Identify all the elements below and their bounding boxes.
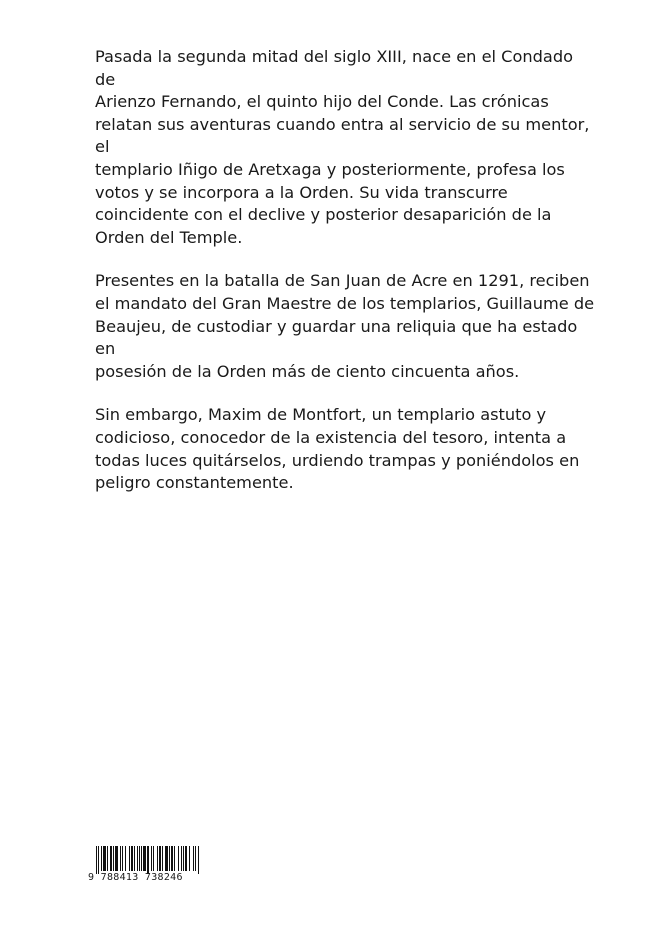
- barcode-bar: [169, 846, 170, 871]
- barcode-bar: [125, 846, 126, 871]
- barcode-bar: [171, 846, 173, 871]
- barcode-bar: [143, 846, 146, 871]
- barcode-bar: [174, 846, 175, 871]
- barcode-bar: [165, 846, 168, 871]
- barcode-bar: [193, 846, 194, 871]
- barcode-bar: [107, 846, 108, 871]
- barcode-bar: [113, 846, 114, 871]
- barcode-bar: [147, 846, 149, 874]
- barcode-bar: [129, 846, 130, 871]
- barcode-bar: [137, 846, 138, 871]
- barcode-bar: [157, 846, 158, 871]
- barcode-bar: [101, 846, 102, 871]
- blurb-paragraph-2: Presentes en la batalla de San Juan de Acre en 1291, reciben el mandato del Gran Maestre de los templarios, Guillaume de Beaujeu, de custodiar y guardar una reliquia que ha estado en posesión de la Orden más de ciento cincuenta años.: [95, 271, 595, 381]
- barcode-bar: [183, 846, 184, 871]
- barcode-bar: [139, 846, 140, 871]
- barcode-bars: [96, 846, 214, 874]
- back-cover-blurb: [95, 46, 595, 516]
- barcode-bar: [122, 846, 123, 871]
- blurb-paragraph-3: Sin embargo, Maxim de Montfort, un templario astuto y codicioso, conocedor de la existencia del tesoro, intenta a todas luces quitárselos, urdiendo trampas y poniéndolos en peligro constantemente.: [95, 405, 580, 493]
- barcode-bar: [120, 846, 121, 871]
- blurb-paragraph-1: Pasada la segunda mitad del siglo XIII, nace en el Condado de Arienzo Fernando, el quinto hijo del Conde. Las crónicas relatan sus aventuras cuando entra al servicio de su mentor, el templario Iñigo de Aretxaga y posteriormente, profesa los votos y se incorpora a la Orden. Su vida transcurre coincidente con el declive y posterior desaparición de la Orden del Temple.: [95, 47, 590, 247]
- barcode-bar: [110, 846, 112, 871]
- barcode-bar: [159, 846, 161, 871]
- barcode-bar: [153, 846, 154, 871]
- barcode-bar: [198, 846, 199, 874]
- barcode-bar: [103, 846, 106, 871]
- barcode-bar: [96, 846, 97, 874]
- barcode-bar: [189, 846, 190, 871]
- barcode-bar: [98, 846, 99, 874]
- barcode-bar: [195, 846, 196, 871]
- barcode-bar: [131, 846, 133, 871]
- isbn-barcode: [88, 846, 218, 886]
- barcode-bar: [134, 846, 135, 871]
- barcode-bar: [162, 846, 163, 871]
- barcode-bar: [178, 846, 179, 871]
- barcode-bar: [151, 846, 152, 871]
- barcode-bar: [115, 846, 118, 871]
- barcode-bar: [141, 846, 142, 871]
- barcode-bar: [185, 846, 187, 871]
- barcode-bar: [181, 846, 182, 871]
- isbn-digits: 9 788413 738246: [88, 872, 183, 883]
